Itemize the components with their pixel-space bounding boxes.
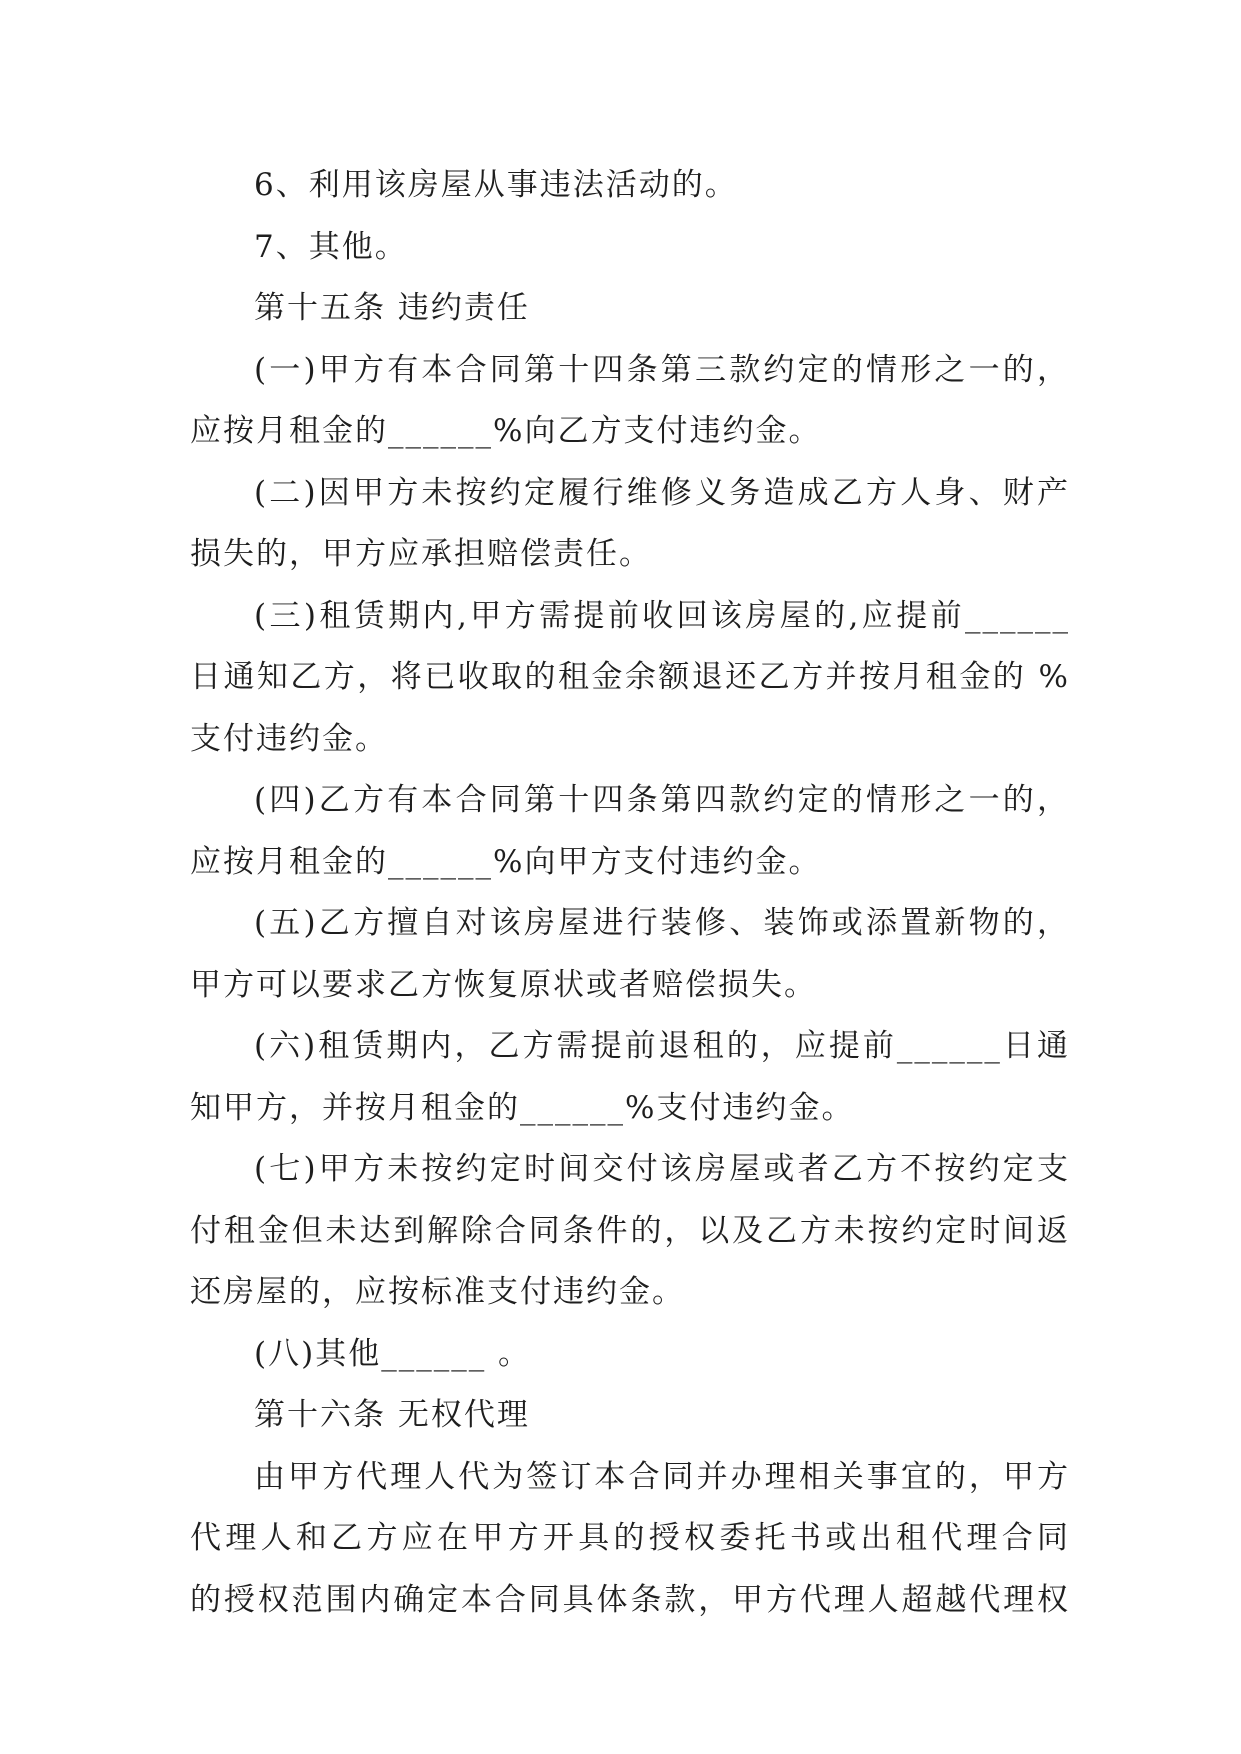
text-line: (六)租赁期内，乙方需提前退租的，应提前______日通	[254, 1028, 1070, 1064]
text-line: 还房屋的，应按标准支付违约金。	[190, 1274, 685, 1310]
text-line: (四)乙方有本合同第十四条第四款约定的情形之一的，	[254, 782, 1070, 818]
text-line: 应按月租金的______%向乙方支付违约金。	[190, 413, 822, 449]
text-line: 应按月租金的______%向甲方支付违约金。	[190, 843, 822, 880]
text-line: 付租金但未达到解除合同条件的，以及乙方未按约定时间返	[190, 1212, 1070, 1249]
text-line: 6、利用该房屋从事违法活动的。	[254, 167, 738, 203]
text-line: (七)甲方未按约定时间交付该房屋或者乙方不按约定支	[254, 1151, 1070, 1187]
text-line: 第十六条 无权代理	[254, 1397, 530, 1433]
text-line: 代理人和乙方应在甲方开具的授权委托书或出租代理合同	[190, 1520, 1070, 1556]
text-line: (五)乙方擅自对该房屋进行装修、装饰或添置新物的，	[254, 905, 1070, 941]
document-page	[190, 155, 1070, 1631]
text-line: (一)甲方有本合同第十四条第三款约定的情形之一的，	[254, 351, 1070, 388]
text-line: 损失的，甲方应承担赔偿责任。	[190, 536, 652, 572]
text-line: 知甲方，并按月租金的______%支付违约金。	[190, 1089, 855, 1126]
text-line: 7、其他。	[254, 228, 408, 265]
text-line: (八)其他______ 。	[254, 1335, 532, 1372]
text-line: 第十五条 违约责任	[254, 290, 530, 326]
text-line: 支付违约金。	[190, 720, 388, 757]
text-line: 的授权范围内确定本合同具体条款，甲方代理人超越代理权	[190, 1581, 1070, 1618]
text-line: 甲方可以要求乙方恢复原状或者赔偿损失。	[190, 966, 817, 1003]
text-line: (三)租赁期内,甲方需提前收回该房屋的,应提前______	[254, 597, 1070, 634]
text-line: 由甲方代理人代为签订本合同并办理相关事宜的，甲方	[254, 1458, 1070, 1495]
text-line: 日通知乙方，将已收取的租金余额退还乙方并按月租金的 %	[190, 659, 1070, 695]
text-line: (二)因甲方未按约定履行维修义务造成乙方人身、财产	[254, 474, 1070, 511]
